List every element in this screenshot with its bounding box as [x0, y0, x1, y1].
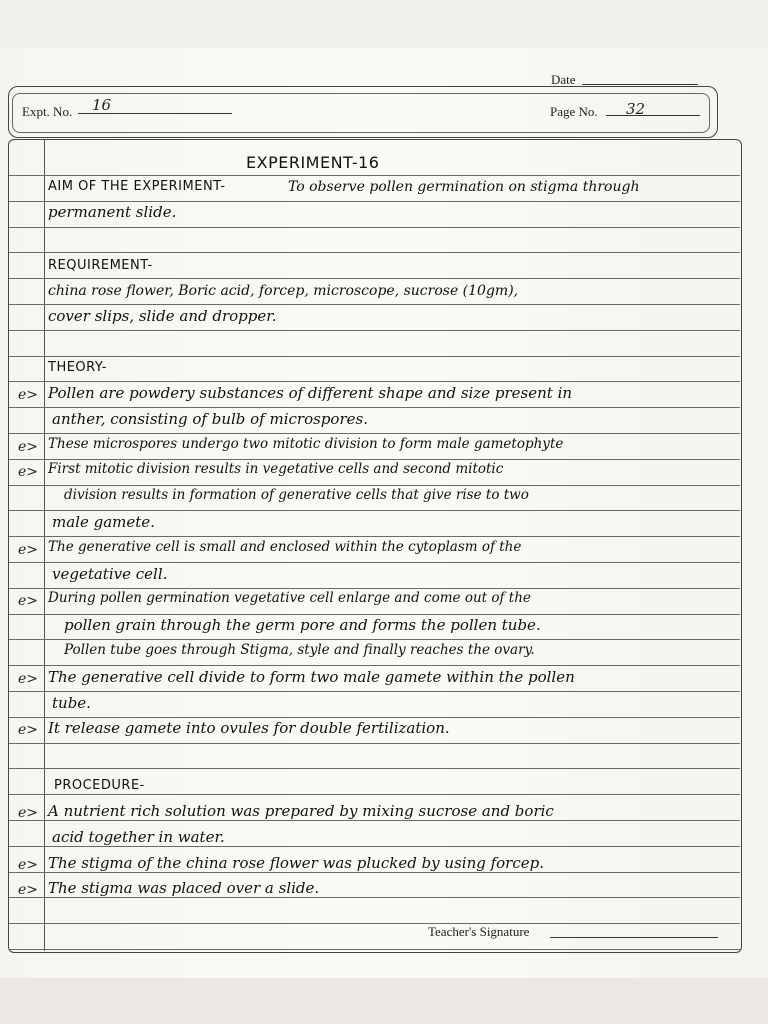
- ruled-line: [9, 227, 740, 228]
- date-label: Date: [551, 72, 576, 87]
- ruled-line: [9, 407, 740, 408]
- procedure-line: The stigma was placed over a slide.: [48, 879, 320, 898]
- ruled-line: [9, 510, 740, 511]
- expt-no-label: Expt. No.: [22, 104, 73, 119]
- experiment-title: EXPERIMENT-16: [246, 153, 380, 172]
- margin-line: [44, 139, 45, 951]
- requirement-heading: REQUIREMENT-: [48, 258, 153, 273]
- ruled-line: [9, 639, 740, 640]
- ruled-line: [9, 691, 740, 692]
- bullet-marker: e>: [18, 438, 39, 455]
- ruled-line: [9, 252, 740, 253]
- theory-line: The generative cell divide to form two male gamete within the pollen: [48, 667, 575, 686]
- ruled-line: [9, 949, 740, 950]
- theory-heading: THEORY-: [48, 360, 107, 375]
- bullet-marker: e>: [18, 387, 39, 403]
- aim-heading: AIM OF THE EXPERIMENT-: [48, 179, 226, 194]
- aim-line-1: To observe pollen germination on stigma through: [288, 179, 640, 195]
- ruled-line: [9, 872, 740, 873]
- ruled-line: [9, 743, 740, 744]
- page-bottom-edge: [0, 978, 768, 1024]
- procedure-heading: PROCEDURE-: [54, 778, 145, 793]
- page-top-edge: [0, 0, 768, 48]
- theory-line: First mitotic division results in vegetative cells and second mitotic: [48, 461, 504, 478]
- procedure-line: A nutrient rich solution was prepared by mixing sucrose and boric: [48, 802, 554, 820]
- theory-line: The generative cell is small and enclosed within the cytoplasm of the: [48, 538, 522, 555]
- procedure-line: acid together in water.: [52, 827, 225, 846]
- theory-line: During pollen germination vegetative cell enlarge and come out of the: [48, 590, 531, 607]
- bullet-marker: e>: [18, 722, 39, 739]
- ruled-line: [9, 304, 740, 305]
- ruled-line: [9, 485, 740, 486]
- teacher-signature-label: Teacher's Signature: [428, 924, 530, 939]
- expt-no-value: 16: [92, 96, 112, 114]
- ruled-line: [9, 923, 740, 924]
- bullet-marker: e>: [18, 541, 39, 558]
- ruled-line: [9, 278, 740, 279]
- ruled-line: [9, 588, 740, 589]
- ruled-line: [9, 356, 740, 357]
- date-line: [582, 84, 698, 85]
- ruled-line: [9, 794, 740, 795]
- teacher-signature-line: [550, 937, 718, 938]
- ruled-line: [9, 536, 740, 537]
- ruled-line: [9, 201, 740, 202]
- ruled-line: [9, 897, 740, 898]
- theory-line: pollen grain through the germ pore and forms the pollen tube.: [64, 616, 541, 635]
- bullet-marker: e>: [18, 805, 39, 821]
- theory-line: vegetative cell.: [52, 564, 168, 583]
- page-no-label: Page No.: [550, 104, 598, 119]
- ruled-line: [9, 717, 740, 718]
- bullet-marker: e>: [18, 856, 39, 873]
- ruled-line: [9, 433, 740, 434]
- page-no-line: [606, 115, 700, 116]
- ruled-line: [9, 562, 740, 563]
- bullet-marker: e>: [18, 882, 39, 899]
- ruled-line: [9, 381, 740, 382]
- theory-line: It release gamete into ovules for double fertilization.: [48, 719, 450, 738]
- requirement-line-2: cover slips, slide and dropper.: [48, 307, 277, 325]
- theory-line: Pollen tube goes through Stigma, style and finally reaches the ovary.: [64, 642, 535, 658]
- theory-line: These microspores undergo two mitotic division to form male gametophyte: [48, 435, 564, 452]
- page-no-value: 32: [626, 100, 646, 118]
- theory-line: anther, consisting of bulb of microspores.: [52, 409, 368, 428]
- ruled-line: [9, 614, 740, 615]
- theory-line: tube.: [52, 693, 91, 712]
- bullet-marker: e>: [18, 593, 39, 610]
- theory-line: Pollen are powdery substances of different shape and size present in: [48, 384, 573, 402]
- aim-line-2: permanent slide.: [48, 203, 177, 221]
- theory-line: male gamete.: [52, 513, 155, 531]
- ruled-line: [9, 330, 740, 331]
- ruled-line: [9, 768, 740, 769]
- ruled-line: [9, 820, 740, 821]
- ruled-line: [9, 459, 740, 460]
- procedure-line: The stigma of the china rose flower was plucked by using forcep.: [48, 853, 544, 872]
- requirement-line-1: china rose flower, Boric acid, forcep, microscope, sucrose (10gm),: [48, 283, 519, 299]
- bullet-marker: e>: [18, 670, 39, 687]
- ruled-line: [9, 665, 740, 666]
- ruled-line: [9, 846, 740, 847]
- bullet-marker: e>: [18, 464, 39, 481]
- theory-line: division results in formation of generative cells that give rise to two: [64, 487, 529, 504]
- ruled-line: [9, 175, 740, 176]
